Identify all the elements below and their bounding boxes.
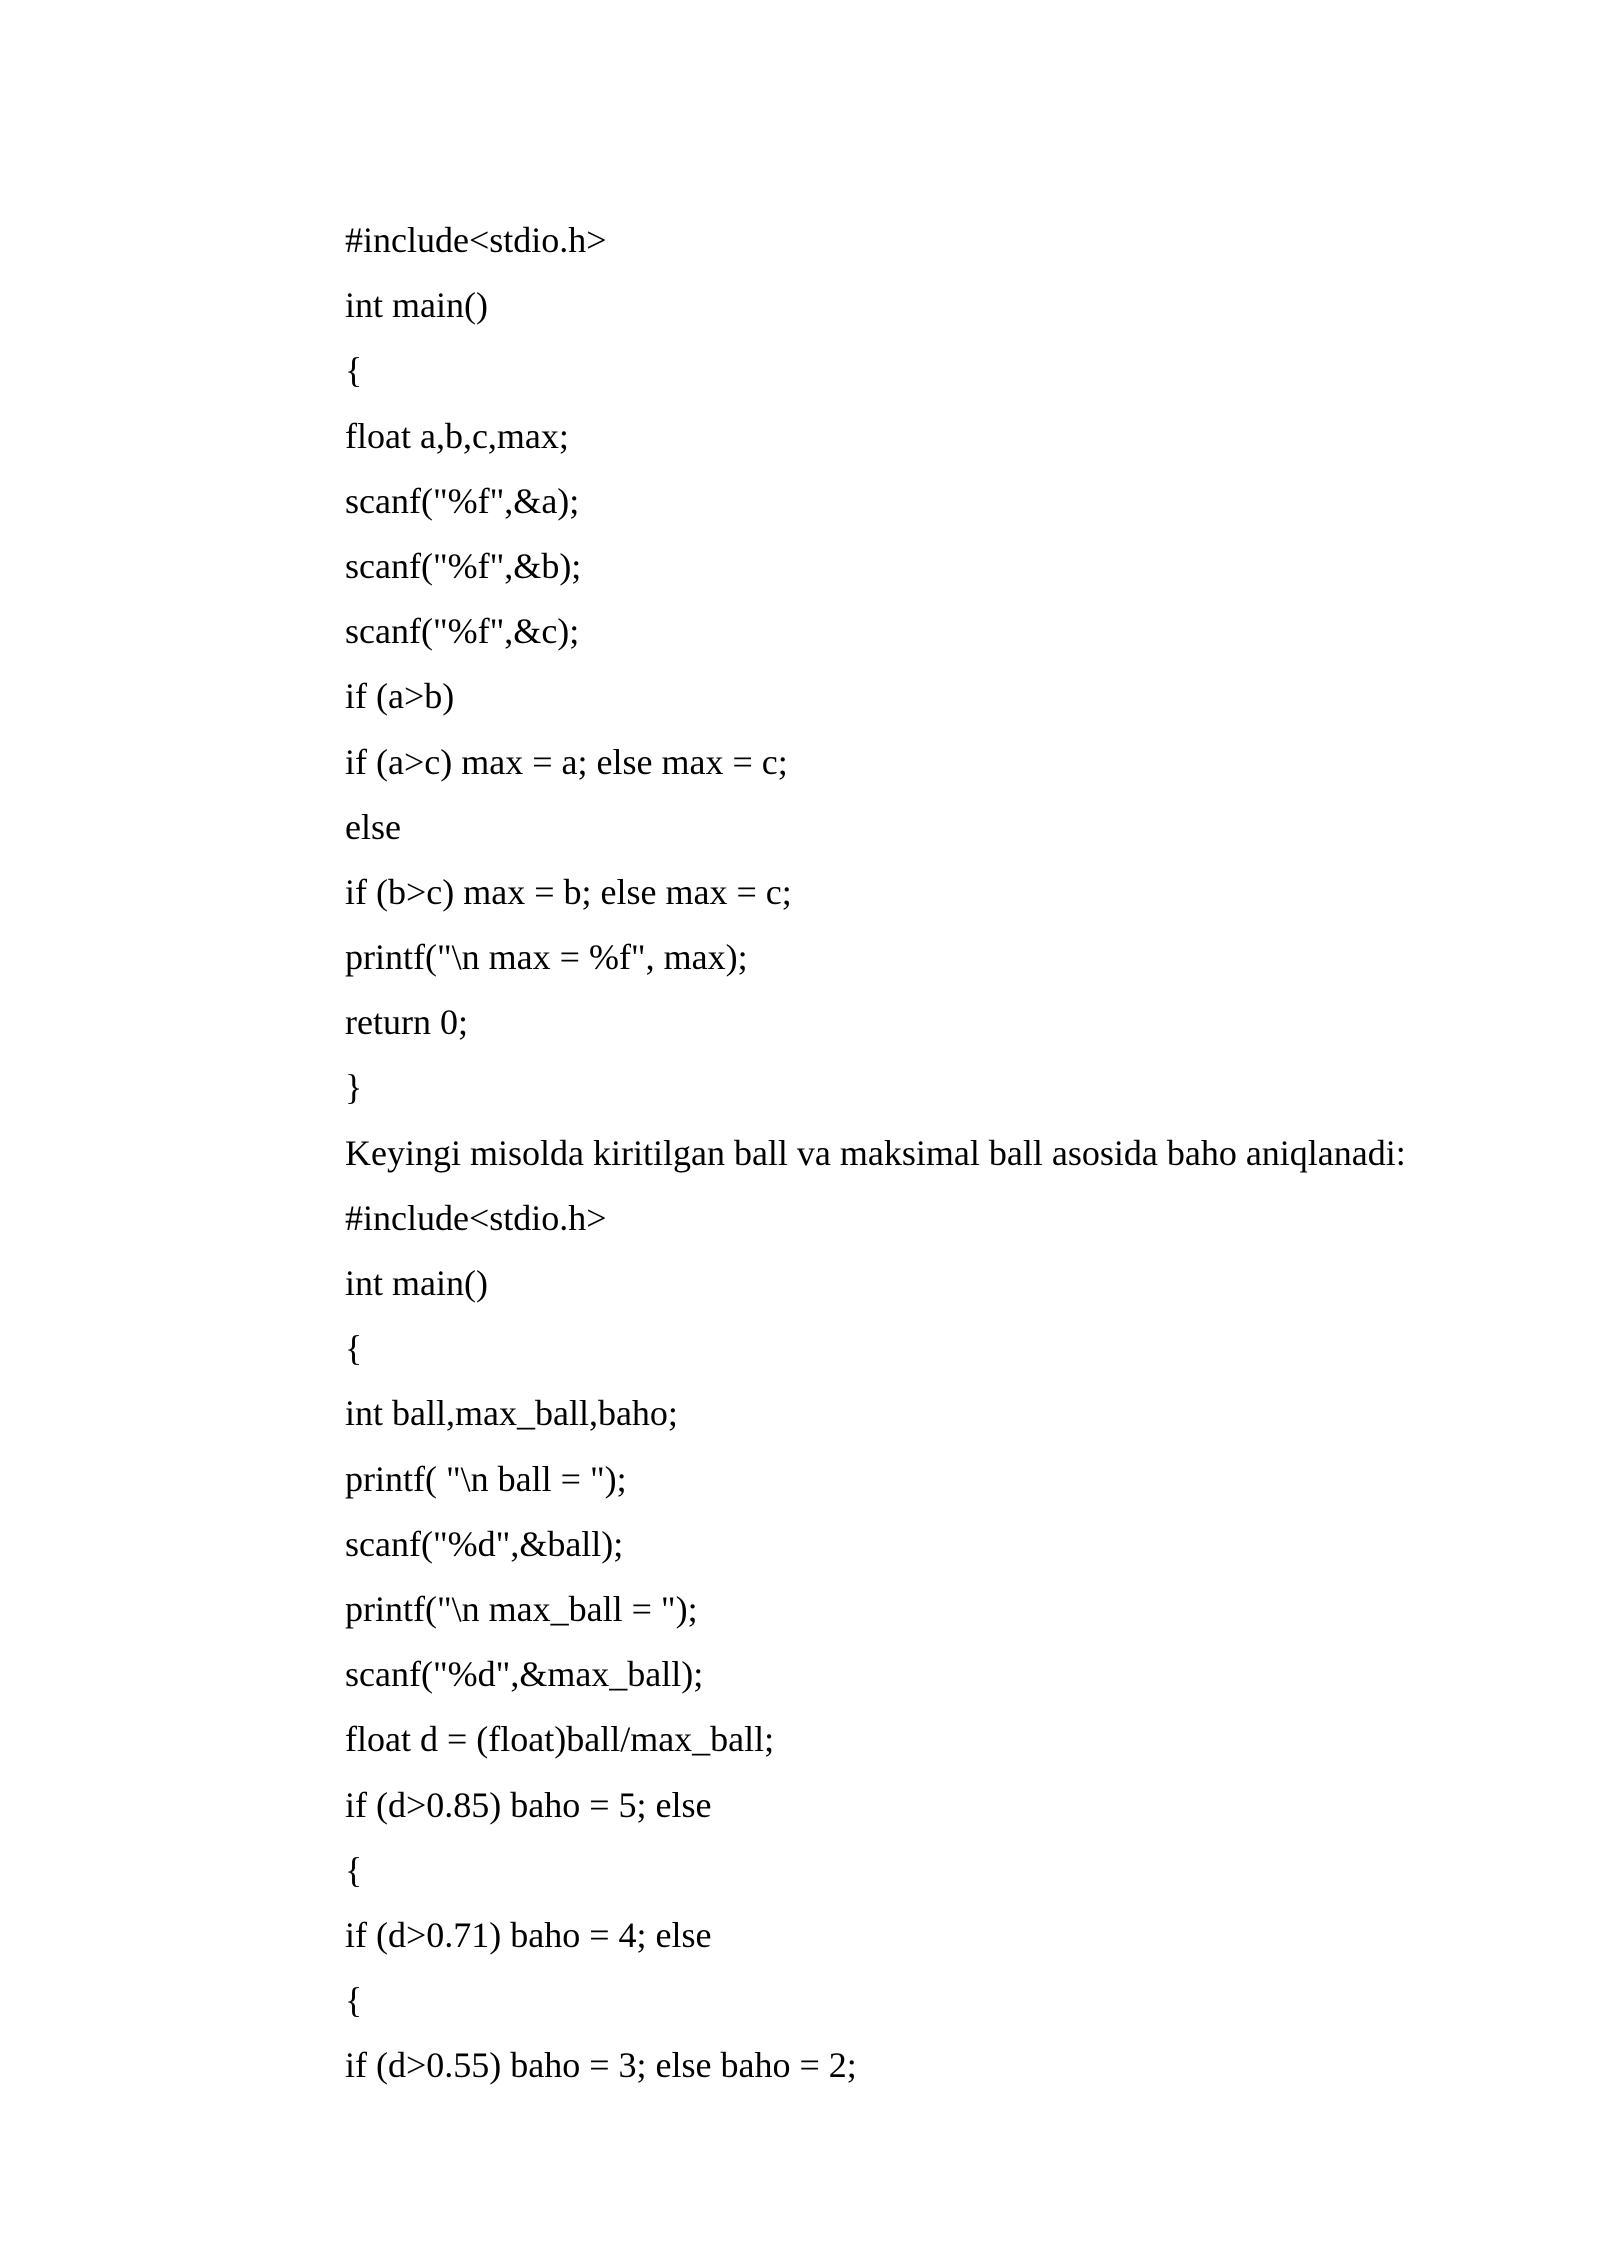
- code-line: int main(): [345, 1263, 488, 1303]
- code-line: {: [345, 1849, 363, 1890]
- code-line: if (a>c) max = a; else max = c;: [345, 741, 788, 782]
- code-line: }: [345, 1067, 363, 1108]
- code-line: scanf("%f",&b);: [345, 545, 582, 586]
- code-line: if (d>0.55) baho = 3; else baho = 2;: [345, 2045, 857, 2086]
- code-line: scanf("%f",&a);: [345, 480, 580, 521]
- code-line: else: [345, 806, 401, 847]
- code-line: #include<stdio.h>: [345, 220, 607, 260]
- code-line: int ball,max_ball,baho;: [345, 1393, 678, 1434]
- code-line: if (d>0.71) baho = 4; else: [345, 1914, 712, 1955]
- code-line: scanf("%d",&ball);: [345, 1523, 624, 1564]
- paragraph-text: Keyingi misolda kiritilgan ball va maksimal ball asosida baho aniqlanadi:: [345, 1132, 1406, 1173]
- code-line: return 0;: [345, 1002, 468, 1043]
- code-line: float d = (float)ball/max_ball;: [345, 1719, 775, 1760]
- code-line: if (a>b): [345, 676, 455, 717]
- code-line: printf("\n max_ball = ");: [345, 1588, 698, 1629]
- code-line: scanf("%f",&c);: [345, 611, 580, 652]
- document-body: [345, 208, 1545, 2098]
- code-line: if (d>0.85) baho = 5; else: [345, 1784, 712, 1825]
- code-line: {: [345, 1328, 363, 1369]
- code-line: {: [345, 1980, 363, 2021]
- code-line: if (b>c) max = b; else max = c;: [345, 871, 792, 912]
- code-line: {: [345, 350, 363, 391]
- code-line: float a,b,c,max;: [345, 415, 569, 456]
- code-line: scanf("%d",&max_ball);: [345, 1654, 704, 1695]
- code-line: printf("\n max = %f", max);: [345, 937, 748, 978]
- code-line: int main(): [345, 285, 488, 326]
- code-line: printf( "\n ball = ");: [345, 1458, 627, 1499]
- code-line: #include<stdio.h>: [345, 1197, 607, 1238]
